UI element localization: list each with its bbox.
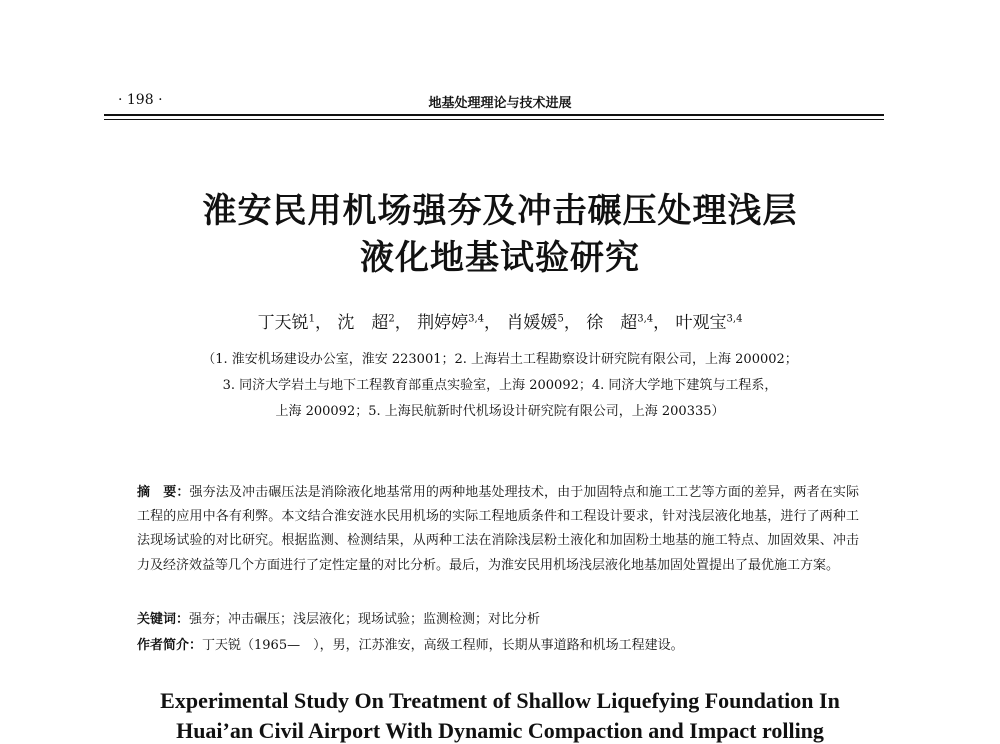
keywords-label: 关键词：	[137, 612, 190, 627]
affiliation-line-2: 3. 同济大学岩土与地下工程教育部重点实验室，上海 200092；4. 同济大学地下建筑与工程系，	[222, 378, 778, 393]
journal-title: 地基处理理论与技术进展	[428, 96, 572, 111]
abstract	[137, 481, 859, 578]
author-bio-label: 作者简介：	[137, 638, 203, 653]
author-list: 丁天锐$^1$， 沈 超$^2$， 荆婷婷$^{3,4}$， 肖媛媛$^5$， 徐 超$^{3,4}$， 叶观宝$^{3,4}$	[257, 313, 743, 333]
author-bio	[137, 634, 859, 653]
header-rule-thick	[104, 114, 884, 116]
affiliation-line-1: （1. 淮安机场建设办公室，淮安 223001；2. 上海岩土工程勘察设计研究院有限公司，上海 200002；	[202, 352, 798, 367]
keywords	[137, 608, 859, 627]
paper-title-line-2: 液化地基试验研究	[360, 238, 640, 278]
author: 荆婷婷$^{3,4}$	[417, 313, 485, 333]
author: 沈 超$^2$	[337, 313, 395, 333]
author: 徐 超$^{3,4}$	[586, 313, 654, 333]
keywords-text: 强夯；冲击碾压；浅层液化；现场试验；监测检测；对比分析	[189, 612, 541, 627]
page-number: · 198 ·	[118, 92, 163, 108]
abstract-label: 摘 要：	[137, 485, 190, 500]
header-rule-thin	[104, 119, 884, 120]
english-title-line-1: Experimental Study On Treatment of Shallow Liquefying Foundation In	[160, 688, 840, 713]
author: 叶观宝$^{3,4}$	[675, 313, 743, 333]
author: 肖媛媛$^5$	[506, 313, 564, 333]
abstract-text: 强夯法及冲击碾压法是消除液化地基常用的两种地基处理技术，由于加固特点和施工工艺等方面的差异，两者在实际工程的应用中各有利弊。本文结合淮安涟水民用机场的实际工程地质条件和工程设计要求，针对浅层液化地基，进行了两种工法现场试验的对比研究。根据监测、检测结果，从两种工法在消除浅层粉土液化和加固粉土地基的施工特点、加固效果、冲击力及经济效益等几个方面进行了定性定量的对比分析。最后，为淮安民用机场浅层液化地基加固处置提出了最优施工方案。	[137, 485, 859, 573]
english-title-line-2: Huai’an Civil Airport With Dynamic Compaction and Impact rolling	[176, 718, 824, 743]
paper-title-line-1: 淮安民用机场强夯及冲击碾压处理浅层	[202, 191, 798, 231]
author: 丁天锐$^1$	[257, 313, 315, 333]
author-bio-text: 丁天锐（1965— ），男，江苏淮安，高级工程师，长期从事道路和机场工程建设。	[202, 638, 684, 653]
affiliation-line-3: 上海 200092；5. 上海民航新时代机场设计研究院有限公司，上海 200335）	[275, 404, 725, 419]
